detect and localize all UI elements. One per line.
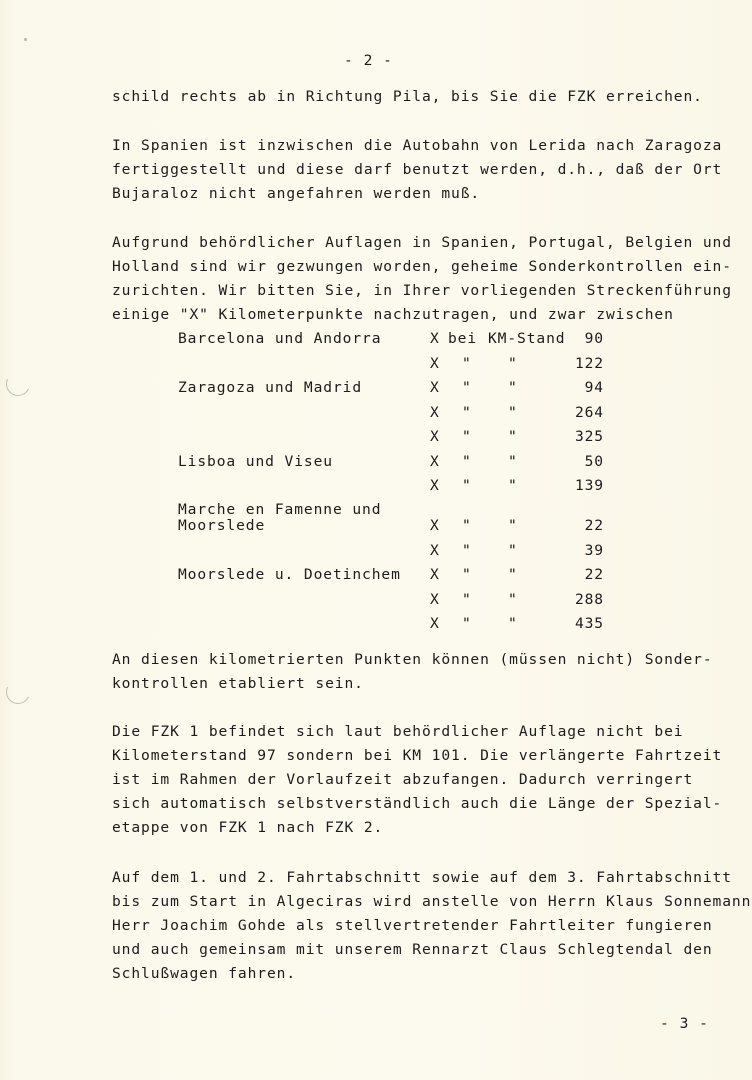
text-line: kontrollen etabliert sein. <box>112 675 364 692</box>
route-label: Marche en Famenne und <box>178 501 382 518</box>
checkpoint-mark: X <box>430 453 440 470</box>
ditto-mark: " <box>508 477 518 494</box>
text-line: sich automatisch selbstverständlich auch die Länge der Spezial- <box>112 795 723 812</box>
text-line: Herr Joachim Gohde als stellvertretender Fahrtleiter fungieren <box>112 917 713 934</box>
km-value: 325 <box>574 428 604 445</box>
text-line: bis zum Start in Algeciras wird anstelle von Herrn Klaus Sonnemann <box>112 893 752 910</box>
km-value: 22 <box>584 517 604 534</box>
km-value: 39 <box>584 542 604 559</box>
ditto-mark: " <box>462 428 472 445</box>
text-line: Kilometerstand 97 sondern bei KM 101. Die verlängerte Fahrtzeit <box>112 747 723 764</box>
route-label: Barcelona und Andorra <box>178 330 382 347</box>
ditto-mark: " <box>462 517 472 534</box>
ditto-mark: " <box>462 542 472 559</box>
text-line: schild rechts ab in Richtung Pila, bis Sie die FZK erreichen. <box>112 88 703 105</box>
km-value: 139 <box>574 477 604 494</box>
ditto-mark: " <box>462 355 472 372</box>
text-line: und auch gemeinsam mit unserem Rennarzt Claus Schlegtendal den <box>112 941 713 958</box>
ditto-mark: " <box>508 591 518 608</box>
km-value: 94 <box>584 379 604 396</box>
km-value: 264 <box>574 404 604 421</box>
ditto-mark: " <box>508 379 518 396</box>
km-value: 90 <box>584 330 604 347</box>
km-value: 435 <box>574 615 604 632</box>
km-unit-label: KM-Stand <box>488 330 566 347</box>
text-line: In Spanien ist inzwischen die Autobahn von Lerida nach Zaragoza <box>112 137 723 154</box>
checkpoint-mark: X <box>430 517 440 534</box>
punch-hole-mark <box>3 677 34 708</box>
text-line: einige "X" Kilometerpunkte nachzutragen, und zwar zwischen <box>112 306 674 323</box>
checkpoint-mark: X <box>430 404 440 421</box>
route-label: Zaragoza und Madrid <box>178 379 363 396</box>
text-line: ist im Rahmen der Vorlaufzeit abzufangen. Dadurch verringert <box>112 771 694 788</box>
page-number-bottom: - 3 - <box>660 1015 709 1032</box>
text-line: Auf dem 1. und 2. Fahrtabschnitt sowie auf dem 3. Fahrtabschnitt <box>112 869 732 886</box>
checkpoint-mark: X <box>430 428 440 445</box>
checkpoint-mark: X <box>430 477 440 494</box>
text-line: Aufgrund behördlicher Auflagen in Spanien, Portugal, Belgien und <box>112 234 732 251</box>
text-line: Bujaraloz nicht angefahren werden muß. <box>112 185 481 202</box>
km-unit-label: bei <box>448 330 478 347</box>
checkpoint-mark: X <box>430 566 440 583</box>
paper-speck <box>24 38 27 41</box>
ditto-mark: " <box>462 591 472 608</box>
text-line: Schlußwagen fahren. <box>112 965 297 982</box>
ditto-mark: " <box>508 542 518 559</box>
text-line: Die FZK 1 befindet sich laut behördlicher Auflage nicht bei <box>112 723 684 740</box>
text-line: etappe von FZK 1 nach FZK 2. <box>112 819 384 836</box>
ditto-mark: " <box>462 615 472 632</box>
km-value: 22 <box>584 566 604 583</box>
route-label: Moorslede <box>178 517 266 534</box>
ditto-mark: " <box>508 517 518 534</box>
checkpoint-mark: X <box>430 379 440 396</box>
ditto-mark: " <box>508 404 518 421</box>
text-line: zurichten. Wir bitten Sie, in Ihrer vorliegenden Streckenführung <box>112 282 732 299</box>
ditto-mark: " <box>462 453 472 470</box>
ditto-mark: " <box>462 404 472 421</box>
km-value: 50 <box>584 453 604 470</box>
checkpoint-mark: X <box>430 330 440 347</box>
text-line: fertiggestellt und diese darf benutzt werden, d.h., daß der Ort <box>112 161 723 178</box>
ditto-mark: " <box>508 566 518 583</box>
ditto-mark: " <box>508 428 518 445</box>
text-line: Holland sind wir gezwungen worden, geheime Sonderkontrollen ein- <box>112 258 732 275</box>
ditto-mark: " <box>508 355 518 372</box>
route-label: Lisboa und Viseu <box>178 453 333 470</box>
route-label: Moorslede u. Doetinchem <box>178 566 401 583</box>
checkpoint-mark: X <box>430 355 440 372</box>
page-number-top: - 2 - <box>344 52 393 69</box>
ditto-mark: " <box>462 477 472 494</box>
ditto-mark: " <box>508 453 518 470</box>
km-value: 288 <box>574 591 604 608</box>
ditto-mark: " <box>462 566 472 583</box>
ditto-mark: " <box>462 379 472 396</box>
ditto-mark: " <box>508 615 518 632</box>
checkpoint-mark: X <box>430 615 440 632</box>
text-line: An diesen kilometrierten Punkten können (müssen nicht) Sonder- <box>112 651 713 668</box>
checkpoint-mark: X <box>430 542 440 559</box>
punch-hole-mark <box>3 369 34 400</box>
km-value: 122 <box>574 355 604 372</box>
checkpoint-mark: X <box>430 591 440 608</box>
